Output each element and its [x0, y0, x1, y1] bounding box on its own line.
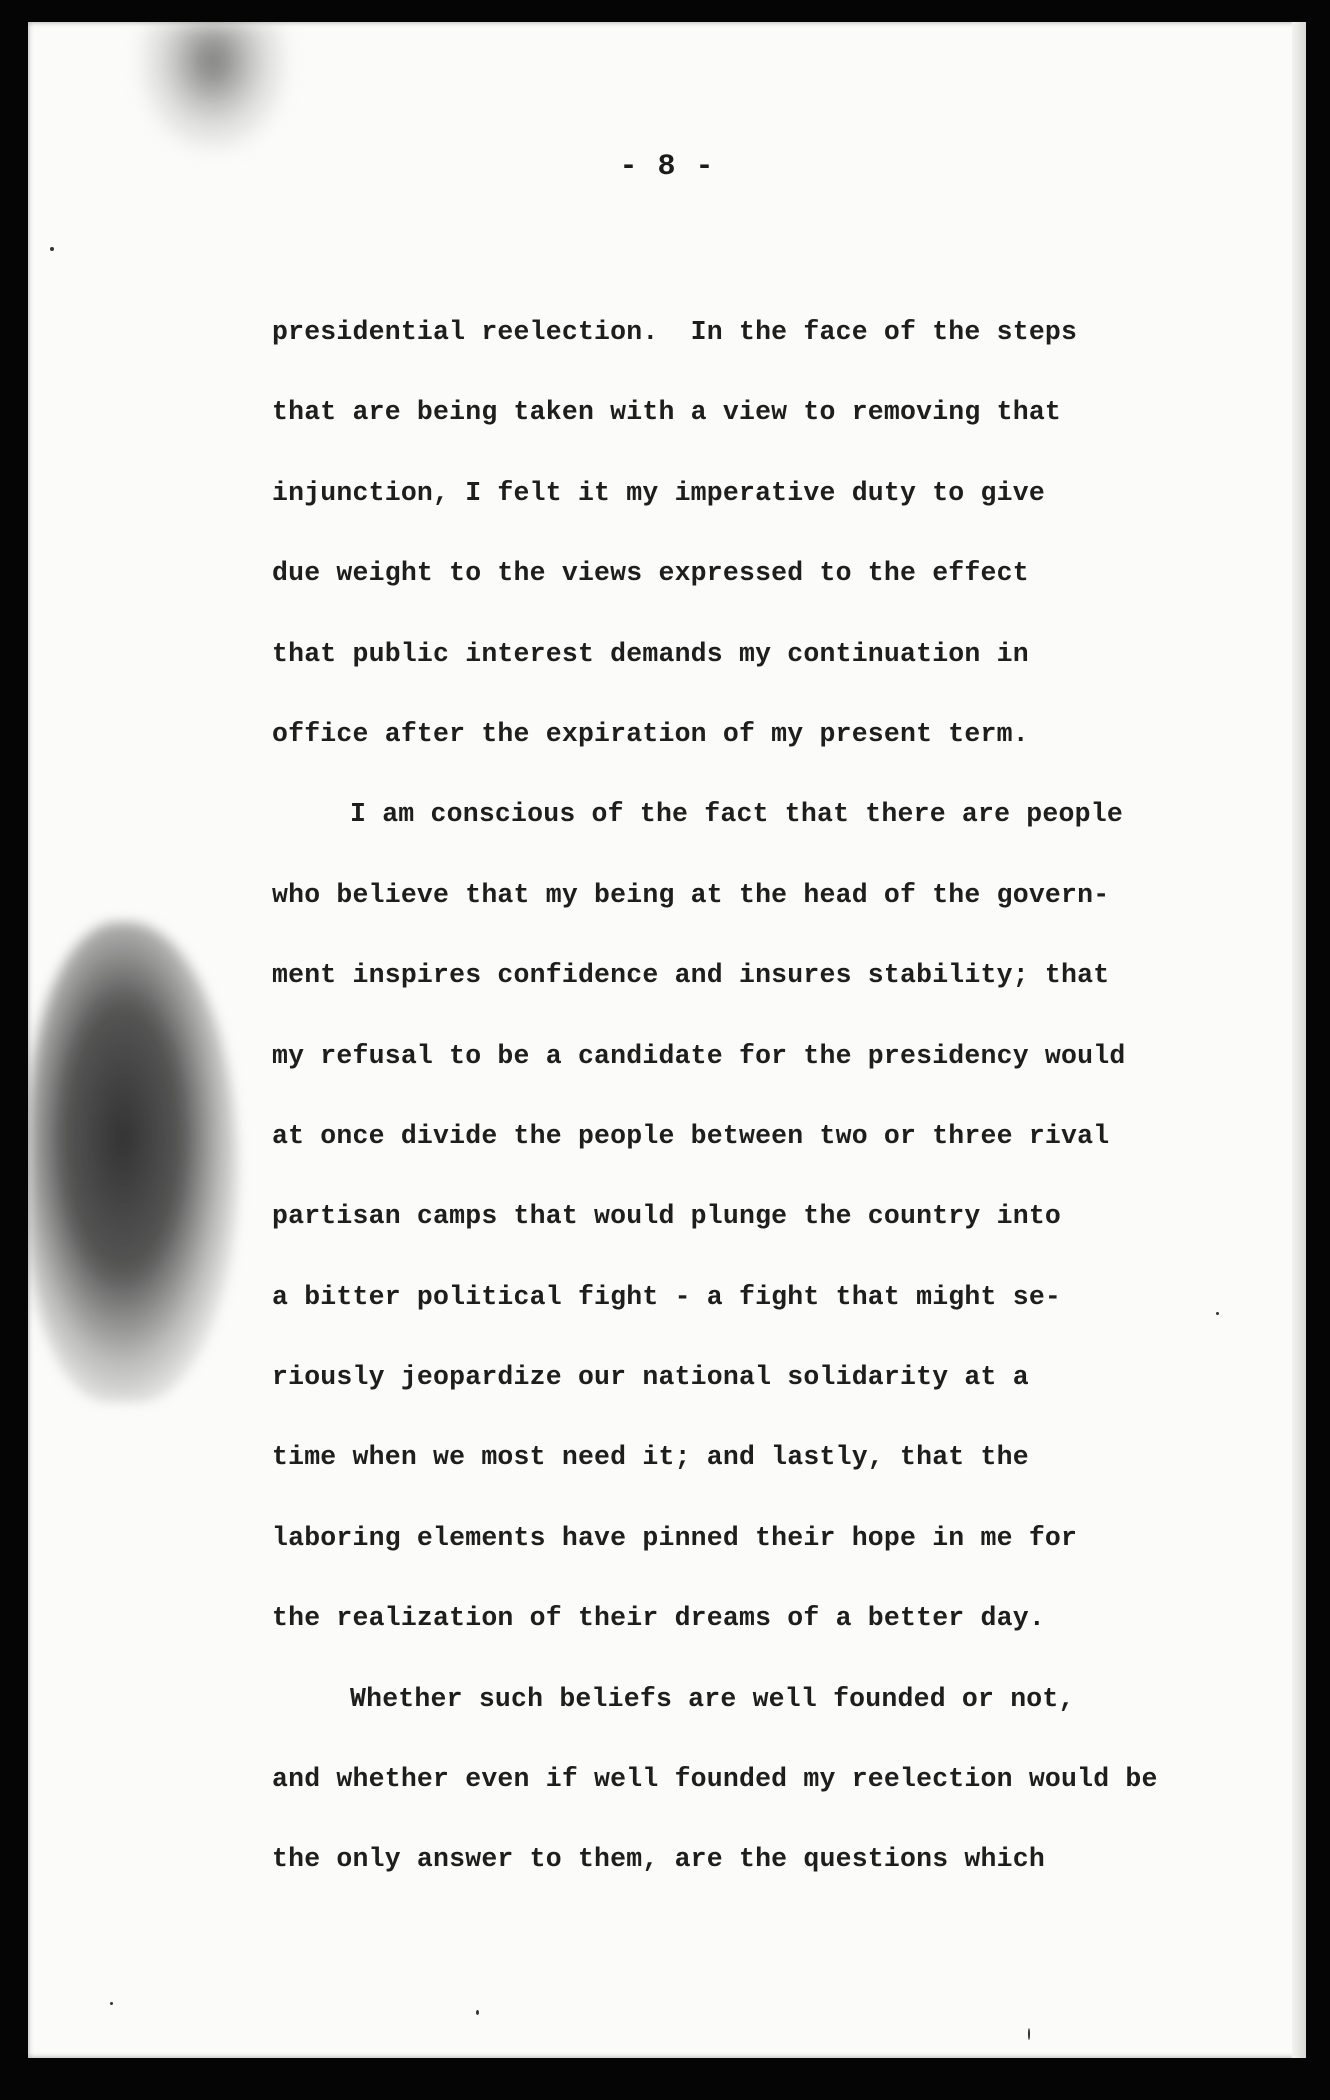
speck: [1028, 2028, 1030, 2040]
text-line: partisan camps that would plunge the country into: [272, 1201, 1062, 1232]
text-line: office after the expiration of my present term.: [272, 718, 1029, 749]
document-page: [28, 22, 1306, 2058]
ink-smudge-left: [28, 922, 238, 1402]
speck: [1216, 1312, 1219, 1315]
text-line: and whether even if well founded my reelection would be: [272, 1764, 1158, 1795]
text-line: Whether such beliefs are well founded or not,: [350, 1683, 1075, 1714]
text-line: that are being taken with a view to removing that: [272, 397, 1062, 428]
ink-smudge-top: [138, 22, 288, 152]
text-line: at once divide the people between two or three rival: [272, 1120, 1110, 1151]
text-line: due weight to the views expressed to the effect: [272, 558, 1029, 589]
text-line: a bitter political fight - a fight that might se-: [272, 1281, 1062, 1312]
text-line: I am conscious of the fact that there are people: [350, 799, 1123, 830]
speck: [110, 2002, 113, 2005]
text-line: injunction, I felt it my imperative duty to give: [272, 477, 1045, 508]
text-line: laboring elements have pinned their hope in me for: [272, 1522, 1078, 1553]
speck: [476, 2010, 479, 2015]
text-line: presidential reelection. In the face of the steps: [272, 317, 1078, 347]
text-line: that public interest demands my continuation in: [272, 638, 1029, 669]
text-line: the realization of their dreams of a better day.: [272, 1603, 1045, 1634]
body-text: [272, 292, 1212, 1900]
page-number: - 8 -: [619, 150, 715, 184]
text-line: my refusal to be a candidate for the presidency would: [272, 1040, 1126, 1071]
text-line: the only answer to them, are the questions which: [272, 1844, 1045, 1875]
text-line: time when we most need it; and lastly, that the: [272, 1442, 1029, 1473]
speck: [50, 247, 54, 251]
text-line: riously jeopardize our national solidarity at a: [272, 1362, 1029, 1393]
text-line: who believe that my being at the head of the govern-: [272, 879, 1110, 910]
page-edge: [1292, 22, 1306, 2058]
text-line: ment inspires confidence and insures stability; that: [272, 960, 1110, 991]
